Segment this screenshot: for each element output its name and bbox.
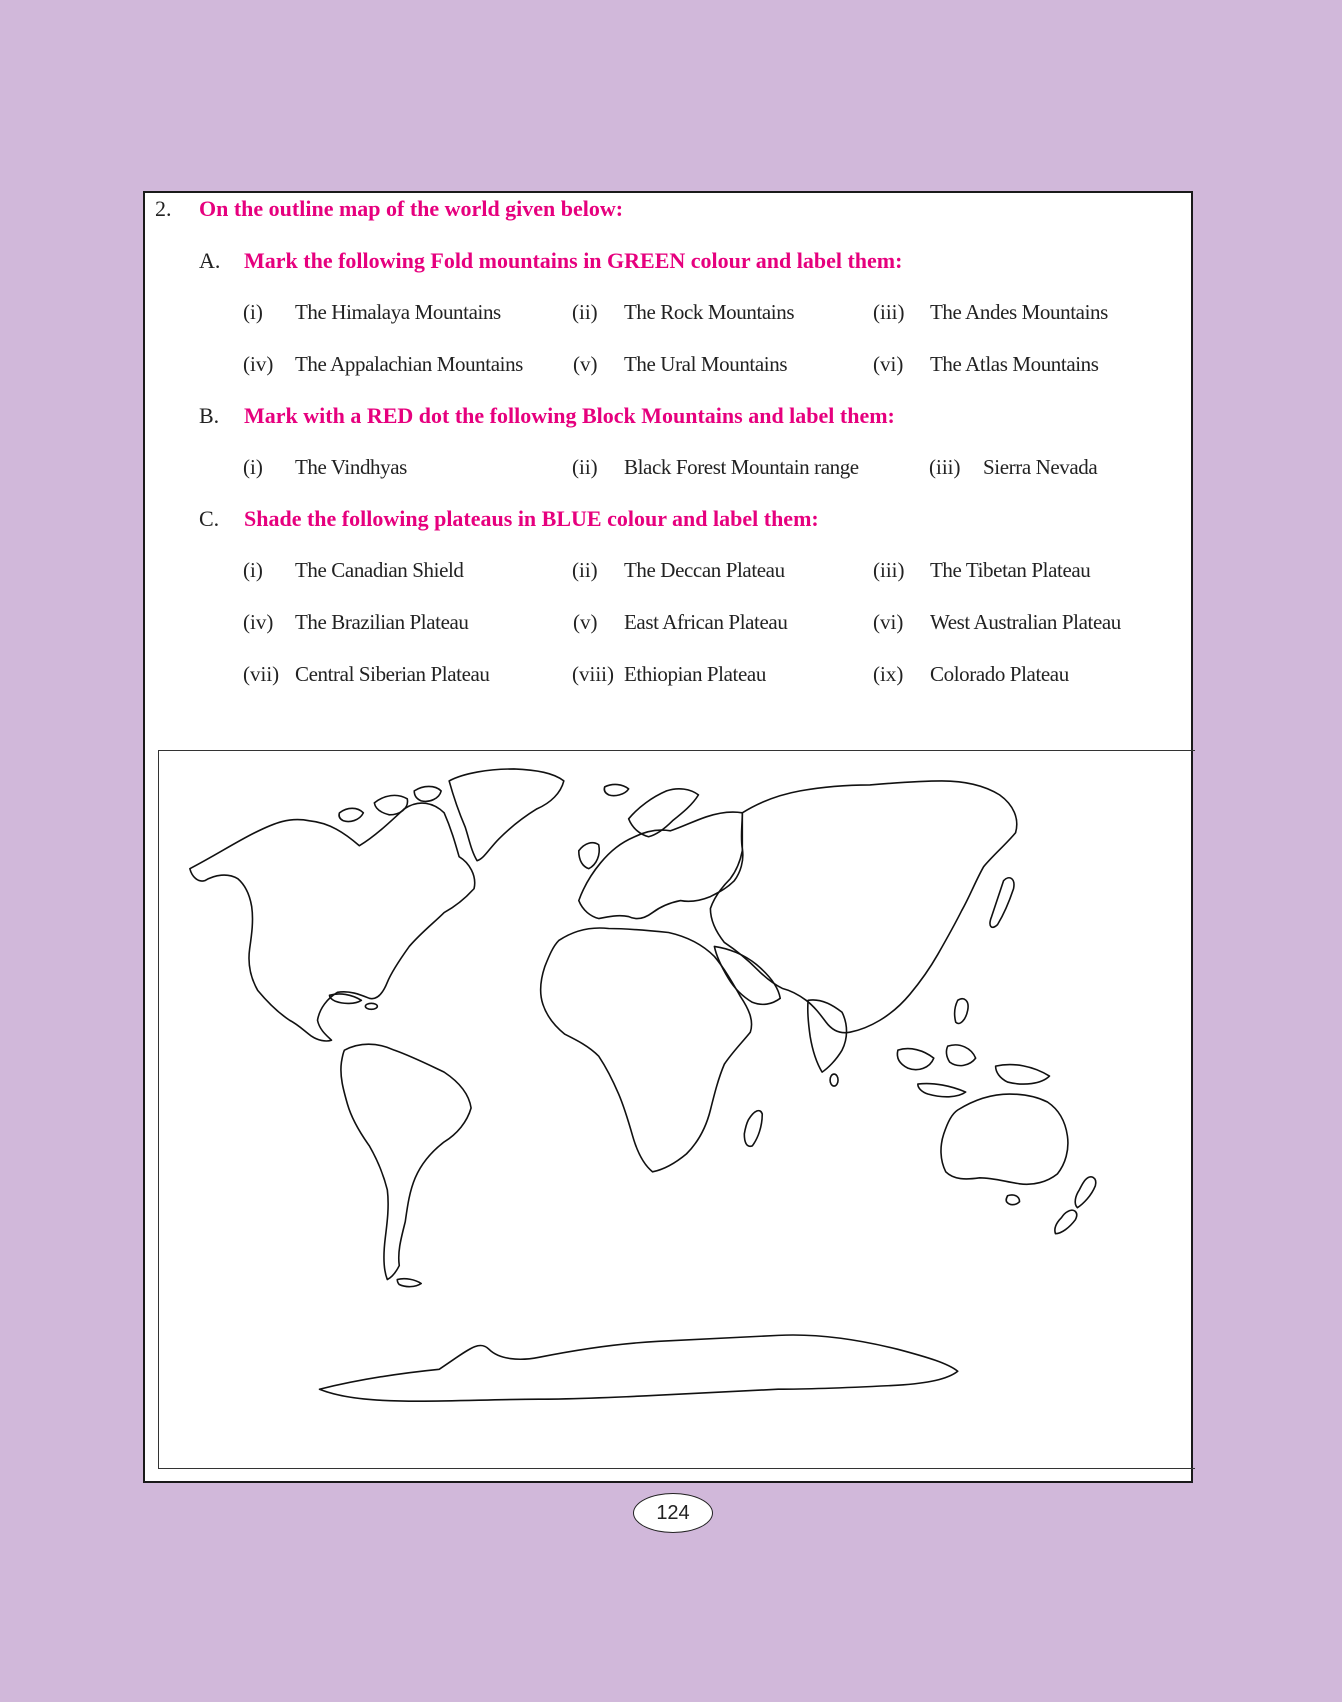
section-a-letter: A. <box>199 248 221 273</box>
section-a-item-label: The Rock Mountains <box>624 300 795 324</box>
india-subcontinent-outline <box>808 1000 847 1072</box>
section-b-item-num: (ii) <box>572 455 598 479</box>
antarctica-outline <box>319 1335 957 1401</box>
southeast-asia-island-outline <box>918 1084 966 1097</box>
section-b-item-label: The Vindhyas <box>295 455 407 479</box>
section-a-item-num: (ii) <box>572 300 598 324</box>
north-america-outline <box>190 803 475 1041</box>
madagascar-outline <box>744 1111 762 1147</box>
section-c-item-label: The Tibetan Plateau <box>930 558 1091 582</box>
section-a-item-label: The Appalachian Mountains <box>295 352 523 376</box>
south-america-outline <box>341 1044 471 1279</box>
question-heading: On the outline map of the world given below: <box>199 196 624 221</box>
world-outline-map-frame <box>158 750 1195 1469</box>
section-c-item-num: (iv) <box>243 610 274 634</box>
japan-outline <box>990 878 1014 928</box>
section-c-item-label: The Brazilian Plateau <box>295 610 469 634</box>
tasmania-outline <box>1006 1195 1019 1205</box>
europe-outline <box>579 812 743 919</box>
new-zealand-outline <box>1055 1210 1077 1234</box>
southeast-asia-island-outline <box>946 1045 975 1066</box>
section-a-item-num: (vi) <box>873 352 904 376</box>
section-a-item-label: The Ural Mountains <box>624 352 788 376</box>
arctic-island-outline <box>414 786 441 801</box>
australia-outline <box>941 1094 1068 1184</box>
section-c-item-num: (v) <box>573 610 598 634</box>
worksheet-panel <box>143 191 1193 1483</box>
arabian-peninsula-outline <box>714 946 780 1004</box>
section-c-item-label: Colorado Plateau <box>930 662 1069 686</box>
section-c-instruction: Shade the following plateaus in BLUE colour and label them: <box>244 506 819 531</box>
section-b-item-label: Sierra Nevada <box>983 455 1098 479</box>
section-a-item-label: The Himalaya Mountains <box>295 300 501 324</box>
section-b-item-label: Black Forest Mountain range <box>624 455 859 479</box>
section-a-item-num: (v) <box>573 352 598 376</box>
new-zealand-outline <box>1075 1177 1096 1208</box>
section-c-item-label: East African Plateau <box>624 610 788 634</box>
british-isles-outline <box>579 843 599 869</box>
africa-outline <box>541 928 752 1172</box>
section-b-item-num: (iii) <box>929 455 961 479</box>
section-b-item-num: (i) <box>243 455 263 479</box>
section-c-item-label: West Australian Plateau <box>930 610 1121 634</box>
section-c-item-num: (vii) <box>243 662 280 686</box>
section-c-item-num: (iii) <box>873 558 905 582</box>
section-a-item-num: (i) <box>243 300 263 324</box>
section-c-item-num: (ii) <box>572 558 598 582</box>
section-a-instruction: Mark the following Fold mountains in GREEN colour and label them: <box>244 248 903 273</box>
section-c-item-label: Ethiopian Plateau <box>624 662 766 686</box>
section-c-item-num: (viii) <box>572 662 614 686</box>
section-c-item-num: (vi) <box>873 610 904 634</box>
section-c-item-label: The Deccan Plateau <box>624 558 785 582</box>
section-c-item-label: The Canadian Shield <box>295 558 464 582</box>
new-guinea-outline <box>996 1065 1050 1084</box>
page-number-badge: 124 <box>633 1493 713 1533</box>
section-a-item-label: The Andes Mountains <box>930 300 1108 324</box>
philippines-outline <box>955 999 968 1024</box>
iceland-outline <box>604 784 628 795</box>
arctic-island-outline <box>339 808 363 821</box>
section-c-item-label: Central Siberian Plateau <box>295 662 490 686</box>
section-c-item-num: (ix) <box>873 662 904 686</box>
section-c-item-num: (i) <box>243 558 263 582</box>
sri-lanka-outline <box>830 1074 838 1086</box>
caribbean-island-outline <box>365 1003 377 1009</box>
question-number: 2. <box>155 196 172 221</box>
scandinavia-outline <box>629 789 699 837</box>
asia-outline <box>710 781 1016 1033</box>
section-a-item-num: (iv) <box>243 352 274 376</box>
section-a-item-num: (iii) <box>873 300 905 324</box>
section-b-instruction: Mark with a RED dot the following Block Mountains and label them: <box>244 403 895 428</box>
section-b-letter: B. <box>199 403 220 428</box>
section-a-item-label: The Atlas Mountains <box>930 352 1099 376</box>
section-c-letter: C. <box>199 506 220 531</box>
southeast-asia-island-outline <box>897 1049 933 1070</box>
arctic-island-outline <box>374 795 407 814</box>
tierra-del-fuego-outline <box>397 1279 421 1287</box>
world-outline-map <box>159 751 1195 1468</box>
greenland-outline <box>449 769 564 861</box>
